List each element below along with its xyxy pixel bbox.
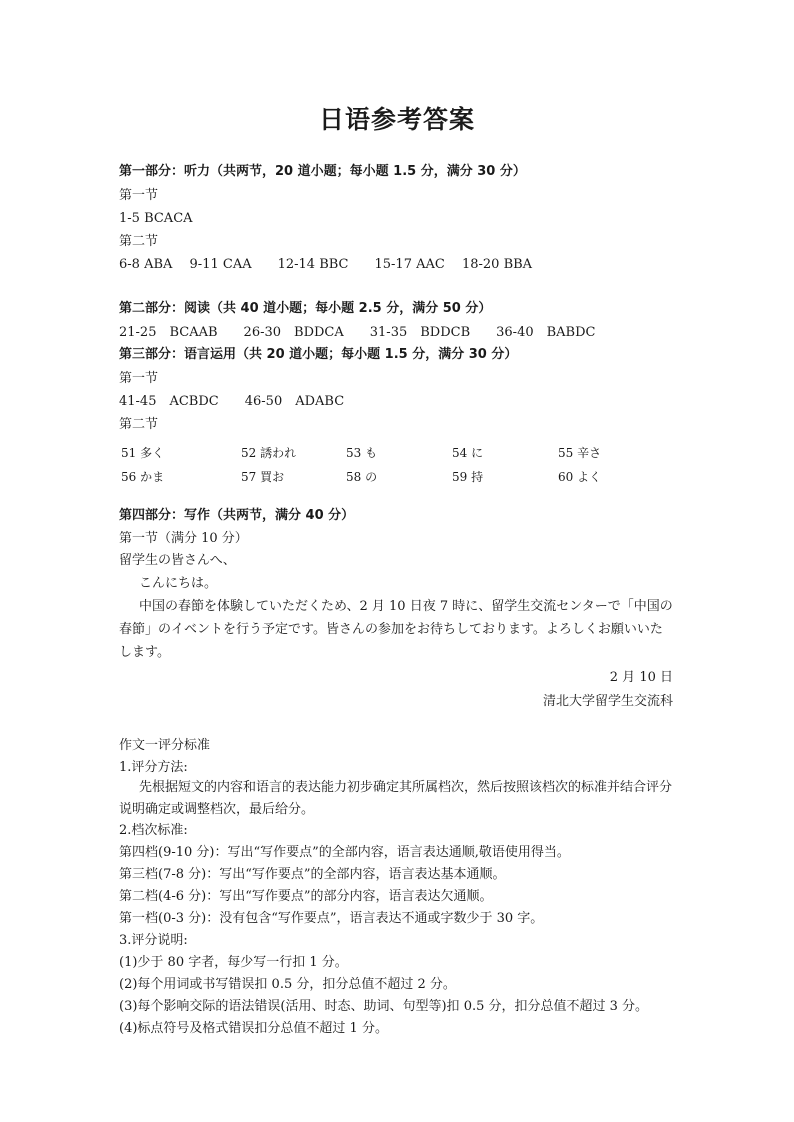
fill-answer: 56 かま (121, 470, 165, 484)
fill-answer: 59 持 (452, 470, 484, 484)
rubric-note: (3)每个影响交际的语法错误(活用、时态、助词、句型等)扣 0.5 分，扣分总值不超过 3 分。 (119, 999, 649, 1014)
fill-answer: 54 に (452, 446, 484, 460)
rubric-note: (2)每个用词或书写错误扣 0.5 分，扣分总值不超过 2 分。 (119, 977, 456, 992)
page-title: 日语参考答案 (318, 105, 475, 134)
rubric-note: (4)标点符号及格式错误扣分总值不超过 1 分。 (119, 1021, 388, 1036)
part1-heading: 第一部分：听力（共两节，20 道小题；每小题 1.5 分，满分 30 分） (119, 164, 526, 179)
part4-heading: 第四部分：写作（共两节，满分 40 分） (119, 508, 355, 523)
rubric-method-label: 1.评分方法: (119, 760, 188, 775)
part2-heading: 第二部分：阅读（共 40 道小题；每小题 2.5 分，满分 50 分） (119, 301, 492, 316)
fill-answer: 51 多く (121, 446, 165, 460)
rubric-note: (1)少于 80 字者，每少写一行扣 1 分。 (119, 955, 348, 970)
rubric-method-text: 先根据短文的内容和语言的表达能力初步确定其所属档次，然后按照该档次的标准并结合评分说明确定或调整档次，最后给分。 (119, 780, 673, 817)
part1-answers1: 1-5 BCACA (119, 211, 193, 226)
rubric-title: 作文一评分标准 (119, 738, 211, 753)
part1-answers2: 6-8 ABA 9-11 CAA 12-14 BBC 15-17 AAC 18-20 BBA (119, 257, 533, 272)
rubric-level: 第二档(4-6 分)：写出“写作要点”的部分内容，语言表达欠通顺。 (119, 889, 493, 904)
part3-answers1: 41-45 ACBDC 46-50 ADABC (119, 394, 345, 409)
part1-section2-label: 第二节 (119, 234, 159, 249)
letter-salutation: 留学生の皆さんへ、 (119, 553, 236, 568)
letter-date: 2 月 10 日 (609, 670, 673, 685)
rubric-level: 第四档(9-10 分)：写出“写作要点”的全部内容，语言表达通顺,敬语使用得当。 (119, 845, 570, 860)
fill-answer: 53 も (346, 446, 378, 460)
part2-answers: 21-25 BCAAB 26-30 BDDCA 31-35 BDDCB 36-40 BABDC (119, 325, 596, 340)
rubric-level: 第三档(7-8 分)：写出“写作要点”的全部内容，语言表达基本通顺。 (119, 867, 506, 882)
fill-answer: 55 辛さ (558, 446, 602, 460)
letter-signature: 清北大学留学生交流科 (542, 694, 673, 709)
letter-greeting: こんにちは。 (139, 576, 218, 591)
fill-answer: 58 の (346, 470, 378, 484)
fill-answer: 57 買お (241, 470, 285, 484)
rubric-level: 第一档(0-3 分)：没有包含“写作要点”，语言表达不通或字数少于 30 字。 (119, 911, 544, 926)
rubric-levels-label: 2.档次标准: (119, 823, 188, 838)
rubric-notes-label: 3.评分说明: (119, 933, 188, 948)
part4-section1-label: 第一节（满分 10 分） (119, 531, 248, 546)
part1-section1-label: 第一节 (119, 188, 159, 203)
part3-section2-label: 第二节 (119, 417, 159, 432)
fill-answer: 60 よく (558, 470, 602, 484)
part3-heading: 第三部分：语言运用（共 20 道小题；每小题 1.5 分，满分 30 分） (119, 347, 518, 362)
letter-body: 中国の春節を体験していただくため、2 月 10 日夜 7 時に、留学生交流センターで「中国の春節」のイベントを行う予定です。皆さんの参加をお待ちしております。よろしくお願いいたします。 (119, 599, 673, 660)
fill-answer: 52 誘われ (241, 446, 297, 460)
part3-section1-label: 第一节 (119, 371, 159, 386)
